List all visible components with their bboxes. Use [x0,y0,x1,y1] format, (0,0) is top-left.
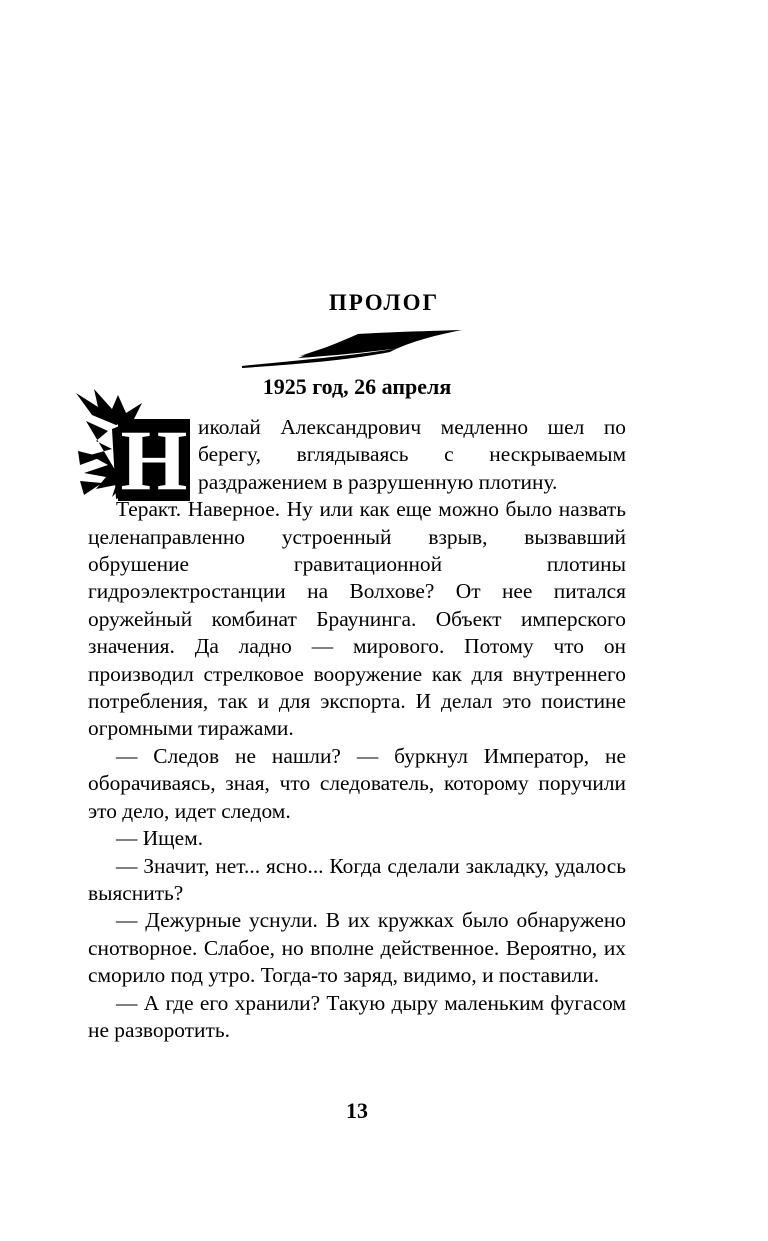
page-number: 13 [346,1098,368,1123]
paragraph: — Ищем. [116,826,204,851]
body-text [88,414,626,1044]
brush-stroke-ornament-icon [240,326,464,370]
paragraph: — Следов не нашли? — буркнул Император, не оборачиваясь, зная, что следователь, которому поручили это дело, идет следом. [88,743,626,823]
chapter-title: ПРОЛОГ [328,290,440,315]
chapter-date-heading: 1925 год, 26 апреля [262,374,452,399]
paragraph: — Дежурные уснули. В их кружках было обнаружено снотворное. Слабое, но вполне действенное. Вероятно, их сморило под утро. Тогда-то заряд, видимо, и поставили. [88,908,626,988]
paragraph: Теракт. Наверное. Ну или как еще можно было назвать целенаправленно устроенный взрыв, вызвавший обрушение гравитационной плотины гидроэлектростанции на Волхове? От нее питался оружейный комбинат Браунинга. Объект имперского значения. Да ладно — мирового. Потому что он производил стрелковое вооружение как для внутреннего потребления, так и для экспорта. И делал это поистине огромными тиражами. [88,497,626,741]
paragraph: иколай Александрович медленно шел по берегу, вглядываясь с нескрываемым раздражением в разрушенную плотину. [198,415,626,494]
paragraph: — Значит, нет... ясно... Когда сделали закладку, удалось выяснить? [88,853,626,905]
paragraph: — А где его хранили? Такую дыру маленьким фугасом не разворотить. [88,990,626,1042]
dropcap-letter: Н [120,412,188,503]
